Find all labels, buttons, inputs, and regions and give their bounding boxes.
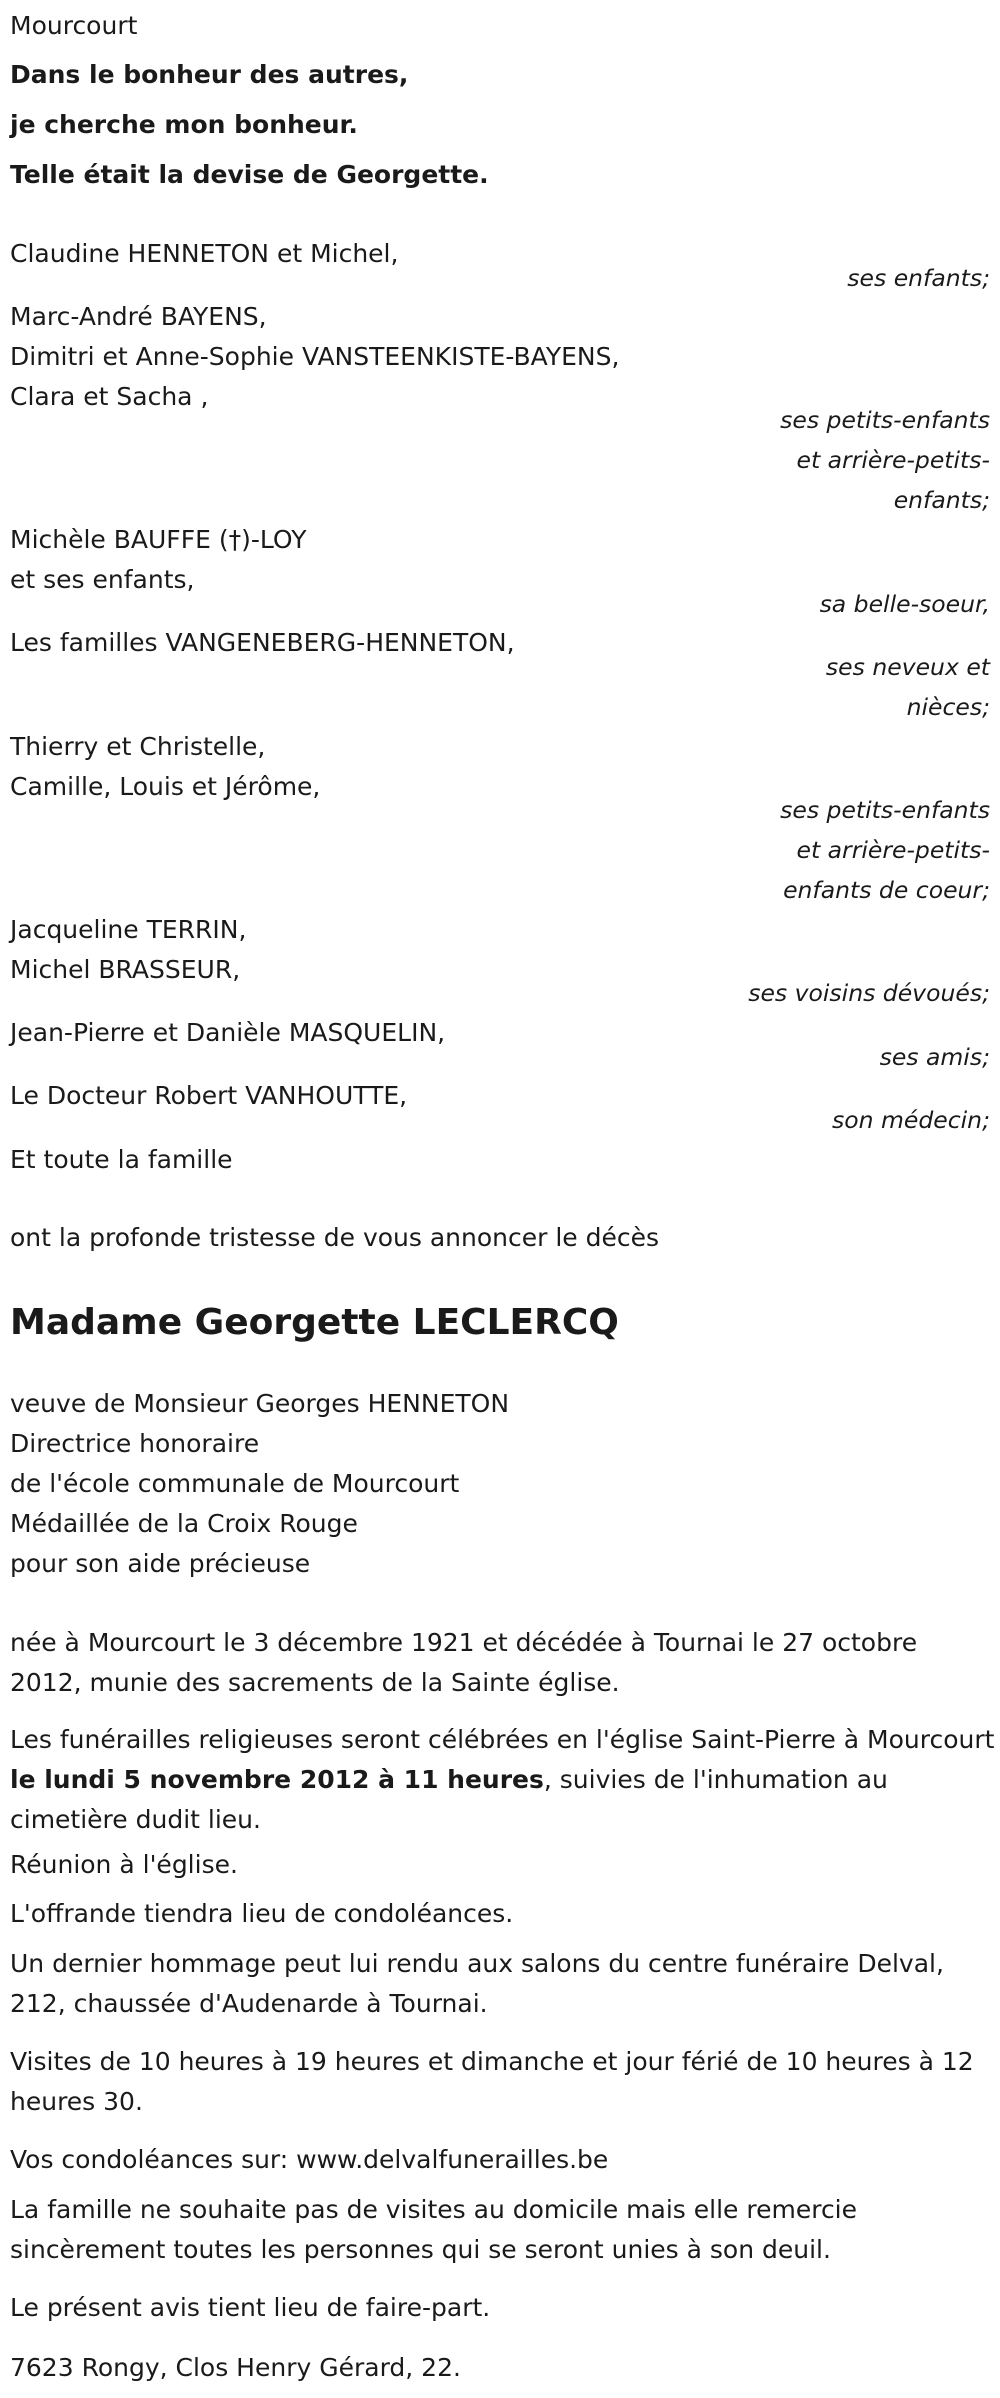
deceased-detail: Médaillée de la Croix Rouge xyxy=(10,1509,358,1538)
funeral-text-start: Les funérailles religieuses seront célébrées en l'église Saint-Pierre à Mourcourt xyxy=(10,1725,995,1754)
funeral-text-end: , suivies de l'inhumation au cimetière dudit lieu. xyxy=(10,1765,888,1834)
funeral-paragraph xyxy=(10,1720,995,1840)
family-names: Michèle BAUFFE (†)-LOY xyxy=(10,525,307,554)
family-wish-paragraph: La famille ne souhaite pas de visites au domicile mais elle remercie sincèrement toutes les personnes qui se seront unies à son deuil. xyxy=(10,2195,858,2264)
family-role: et arrière-petits- xyxy=(796,446,990,474)
motto-line-2: je cherche mon bonheur. xyxy=(10,110,358,139)
family-role: ses petits-enfants xyxy=(780,406,990,434)
family-names: Marc-André BAYENS, xyxy=(10,302,267,331)
family-names: Thierry et Christelle, xyxy=(10,732,266,761)
family-role: ses amis; xyxy=(879,1043,990,1071)
condolences-paragraph: Vos condoléances sur: www.delvalfunerailles.be xyxy=(10,2145,609,2174)
family-role: nièces; xyxy=(906,693,990,721)
funeral-date: le lundi 5 novembre 2012 à 11 heures xyxy=(10,1765,544,1794)
family-names: Et toute la famille xyxy=(10,1145,233,1174)
family-names: Le Docteur Robert VANHOUTTE, xyxy=(10,1081,408,1110)
family-role: et arrière-petits- xyxy=(796,836,990,864)
family-names: Camille, Louis et Jérôme, xyxy=(10,772,321,801)
family-names: Dimitri et Anne-Sophie VANSTEENKISTE-BAYENS, xyxy=(10,342,620,371)
tribute-paragraph: Un dernier hommage peut lui rendu aux salons du centre funéraire Delval, 212, chaussée d'Audenarde à Tournai. xyxy=(10,1949,944,2018)
family-role: sa belle-soeur, xyxy=(819,590,990,618)
family-names: Claudine HENNETON et Michel, xyxy=(10,239,399,268)
family-role: ses neveux et xyxy=(825,653,990,681)
family-names: Jean-Pierre et Danièle MASQUELIN, xyxy=(10,1018,446,1047)
deceased-detail: pour son aide précieuse xyxy=(10,1549,311,1578)
motto-line-1: Dans le bonheur des autres, xyxy=(10,60,409,89)
family-role: enfants de coeur; xyxy=(783,876,990,904)
deceased-detail: de l'école communale de Mourcourt xyxy=(10,1469,460,1498)
deceased-detail: veuve de Monsieur Georges HENNETON xyxy=(10,1389,510,1418)
family-names: Les familles VANGENEBERG-HENNETON, xyxy=(10,628,515,657)
family-names: Clara et Sacha , xyxy=(10,382,209,411)
family-role: ses voisins dévoués; xyxy=(748,979,990,1007)
address: 7623 Rongy, Clos Henry Gérard, 22. xyxy=(10,2353,461,2382)
family-role: ses petits-enfants xyxy=(780,796,990,824)
family-role: ses enfants; xyxy=(847,264,990,292)
deceased-detail: Directrice honoraire xyxy=(10,1429,260,1458)
visits-paragraph: Visites de 10 heures à 19 heures et dimanche et jour férié de 10 heures à 12 heures 30. xyxy=(10,2047,974,2116)
motto-line-3: Telle était la devise de Georgette. xyxy=(10,160,489,189)
family-names: Michel BRASSEUR, xyxy=(10,955,241,984)
family-names: Jacqueline TERRIN, xyxy=(10,915,247,944)
offering-paragraph: L'offrande tiendra lieu de condoléances. xyxy=(10,1899,514,1928)
family-names: et ses enfants, xyxy=(10,565,195,594)
deceased-name: Madame Georgette LECLERCQ xyxy=(10,1302,619,1343)
reunion-paragraph: Réunion à l'église. xyxy=(10,1850,238,1879)
family-role: enfants; xyxy=(893,486,990,514)
place-name: Mourcourt xyxy=(10,11,138,40)
faire-part-paragraph: Le présent avis tient lieu de faire-part. xyxy=(10,2293,491,2322)
birth-death-paragraph: née à Mourcourt le 3 décembre 1921 et décédée à Tournai le 27 octobre 2012, munie des sacrements de la Sainte église. xyxy=(10,1628,918,1697)
announcement: ont la profonde tristesse de vous annoncer le décès xyxy=(10,1223,660,1252)
family-role: son médecin; xyxy=(832,1106,990,1134)
